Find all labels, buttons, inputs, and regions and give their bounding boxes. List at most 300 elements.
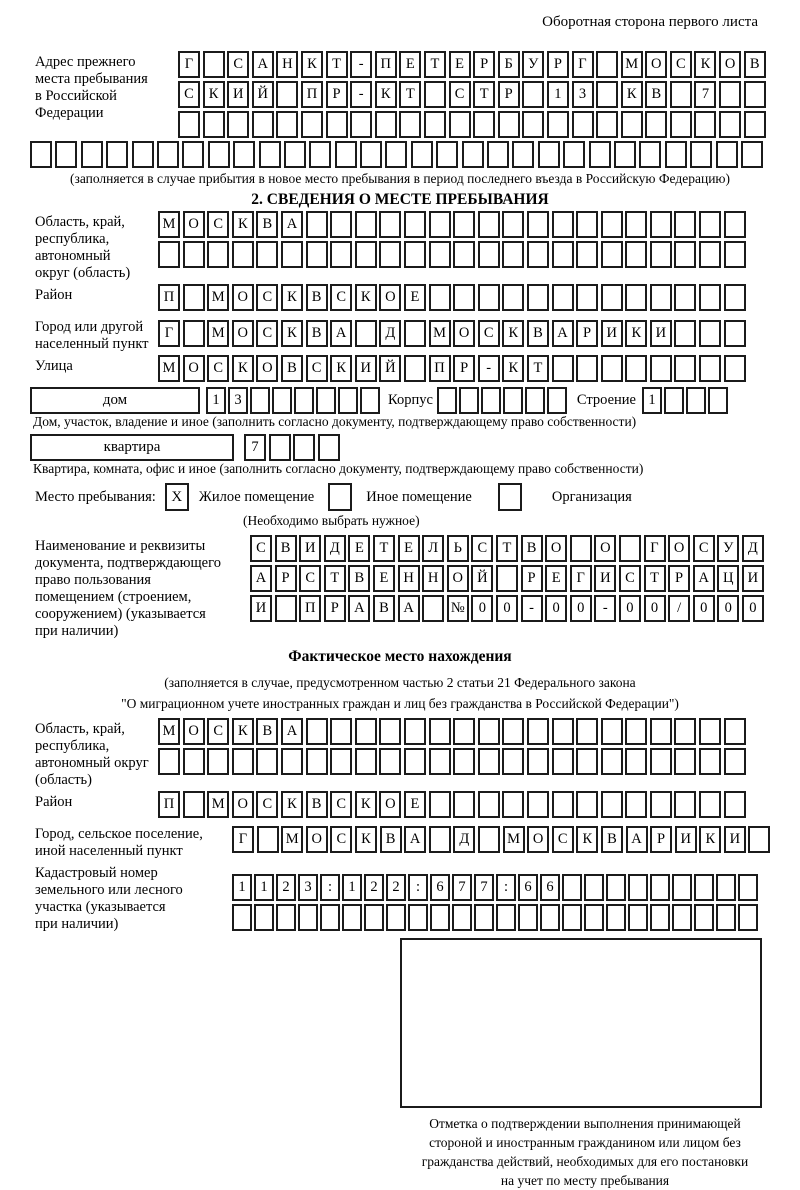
char-box[interactable] [474, 904, 494, 931]
char-box[interactable]: В [275, 535, 297, 562]
char-box[interactable]: А [281, 211, 303, 238]
char-box[interactable] [601, 791, 623, 818]
char-box[interactable]: У [522, 51, 544, 78]
char-box[interactable]: Т [326, 51, 348, 78]
char-box[interactable] [628, 904, 648, 931]
char-box[interactable]: М [207, 320, 229, 347]
char-box[interactable]: А [404, 826, 426, 853]
char-box[interactable] [275, 595, 297, 622]
char-box[interactable] [625, 748, 647, 775]
char-box[interactable]: П [158, 791, 180, 818]
char-box[interactable] [379, 211, 401, 238]
char-box[interactable]: К [301, 51, 323, 78]
char-box[interactable] [473, 111, 495, 138]
char-box[interactable]: Т [644, 565, 666, 592]
char-box[interactable]: Р [453, 355, 475, 382]
char-box[interactable]: С [670, 51, 692, 78]
char-box[interactable] [301, 111, 323, 138]
char-box[interactable] [183, 284, 205, 311]
char-box[interactable]: О [232, 284, 254, 311]
char-box[interactable]: П [429, 355, 451, 382]
char-box[interactable]: О [379, 791, 401, 818]
char-box[interactable] [449, 111, 471, 138]
char-box[interactable]: 2 [276, 874, 296, 901]
char-box[interactable] [650, 241, 672, 268]
char-box[interactable]: А [398, 595, 420, 622]
char-box[interactable]: Е [545, 565, 567, 592]
char-box[interactable]: К [330, 355, 352, 382]
char-box[interactable] [601, 241, 623, 268]
char-box[interactable]: К [694, 51, 716, 78]
char-box[interactable] [716, 874, 736, 901]
char-box[interactable] [639, 141, 661, 168]
char-box[interactable]: 0 [619, 595, 641, 622]
char-box[interactable] [650, 791, 672, 818]
char-box[interactable] [650, 748, 672, 775]
char-box[interactable]: К [502, 320, 524, 347]
char-box[interactable]: Т [324, 565, 346, 592]
char-box[interactable] [645, 111, 667, 138]
char-box[interactable] [606, 874, 626, 901]
char-box[interactable]: Г [232, 826, 254, 853]
char-box[interactable]: Е [404, 791, 426, 818]
char-box[interactable] [625, 284, 647, 311]
char-box[interactable]: Р [275, 565, 297, 592]
char-box[interactable]: В [281, 355, 303, 382]
char-box[interactable] [724, 355, 746, 382]
confirmation-stamp-box[interactable] [400, 938, 762, 1108]
char-box[interactable]: С [256, 320, 278, 347]
char-box[interactable]: 1 [547, 81, 569, 108]
char-box[interactable] [355, 748, 377, 775]
char-box[interactable] [429, 826, 451, 853]
char-box[interactable] [503, 387, 523, 414]
char-box[interactable] [478, 284, 500, 311]
char-box[interactable] [183, 791, 205, 818]
char-box[interactable]: В [256, 211, 278, 238]
char-box[interactable]: Д [379, 320, 401, 347]
char-box[interactable]: И [299, 535, 321, 562]
char-box[interactable]: Т [373, 535, 395, 562]
char-box[interactable]: 7 [452, 874, 472, 901]
char-box[interactable] [522, 111, 544, 138]
char-box[interactable]: И [601, 320, 623, 347]
char-box[interactable] [355, 718, 377, 745]
char-box[interactable] [306, 241, 328, 268]
char-box[interactable] [576, 791, 598, 818]
char-box[interactable] [55, 141, 77, 168]
char-box[interactable] [293, 434, 315, 461]
char-box[interactable] [527, 284, 549, 311]
char-box[interactable] [330, 211, 352, 238]
char-box[interactable] [694, 111, 716, 138]
char-box[interactable] [596, 81, 618, 108]
char-box[interactable] [404, 748, 426, 775]
checkbox-organization[interactable] [498, 483, 522, 511]
char-box[interactable] [284, 141, 306, 168]
char-box[interactable] [429, 211, 451, 238]
char-box[interactable] [183, 241, 205, 268]
char-box[interactable]: С [693, 535, 715, 562]
char-box[interactable] [487, 141, 509, 168]
char-box[interactable] [694, 904, 714, 931]
char-box[interactable]: С [449, 81, 471, 108]
char-box[interactable] [690, 141, 712, 168]
char-box[interactable] [360, 387, 380, 414]
char-box[interactable] [498, 111, 520, 138]
char-box[interactable]: В [306, 320, 328, 347]
char-box[interactable] [478, 791, 500, 818]
char-box[interactable] [158, 748, 180, 775]
char-box[interactable] [355, 211, 377, 238]
char-box[interactable]: Е [404, 284, 426, 311]
char-box[interactable] [694, 874, 714, 901]
char-box[interactable] [674, 355, 696, 382]
char-box[interactable] [596, 111, 618, 138]
char-box[interactable] [552, 748, 574, 775]
char-box[interactable] [399, 111, 421, 138]
char-box[interactable]: Т [496, 535, 518, 562]
char-box[interactable]: Г [178, 51, 200, 78]
char-box[interactable] [552, 791, 574, 818]
char-box[interactable] [576, 211, 598, 238]
char-box[interactable]: М [429, 320, 451, 347]
char-box[interactable] [625, 791, 647, 818]
char-box[interactable]: В [306, 284, 328, 311]
char-box[interactable]: Е [399, 51, 421, 78]
char-box[interactable] [276, 111, 298, 138]
char-box[interactable] [576, 241, 598, 268]
char-box[interactable] [552, 718, 574, 745]
char-box[interactable]: С [207, 355, 229, 382]
char-box[interactable] [404, 718, 426, 745]
char-box[interactable] [478, 718, 500, 745]
char-box[interactable] [584, 904, 604, 931]
char-box[interactable]: С [299, 565, 321, 592]
char-box[interactable] [625, 355, 647, 382]
char-box[interactable]: У [717, 535, 739, 562]
char-box[interactable] [628, 874, 648, 901]
char-box[interactable] [525, 387, 545, 414]
char-box[interactable] [625, 241, 647, 268]
char-box[interactable] [208, 141, 230, 168]
char-box[interactable]: Е [373, 565, 395, 592]
char-box[interactable]: В [601, 826, 623, 853]
char-box[interactable] [183, 748, 205, 775]
char-box[interactable] [178, 111, 200, 138]
char-box[interactable]: 0 [471, 595, 493, 622]
char-box[interactable] [650, 718, 672, 745]
char-box[interactable]: - [478, 355, 500, 382]
char-box[interactable] [625, 718, 647, 745]
char-box[interactable]: : [320, 874, 340, 901]
char-box[interactable]: Д [324, 535, 346, 562]
char-box[interactable]: Н [276, 51, 298, 78]
char-box[interactable]: С [227, 51, 249, 78]
char-box[interactable] [502, 211, 524, 238]
char-box[interactable] [502, 748, 524, 775]
char-box[interactable] [699, 718, 721, 745]
char-box[interactable] [650, 904, 670, 931]
char-box[interactable]: О [668, 535, 690, 562]
char-box[interactable]: К [281, 320, 303, 347]
char-box[interactable] [411, 141, 433, 168]
char-box[interactable] [527, 791, 549, 818]
char-box[interactable] [674, 320, 696, 347]
char-box[interactable]: № [447, 595, 469, 622]
char-box[interactable] [502, 241, 524, 268]
char-box[interactable]: В [306, 791, 328, 818]
char-box[interactable] [437, 387, 457, 414]
char-box[interactable] [481, 387, 501, 414]
char-box[interactable]: М [621, 51, 643, 78]
char-box[interactable]: К [232, 355, 254, 382]
char-box[interactable] [527, 211, 549, 238]
char-box[interactable] [276, 81, 298, 108]
char-box[interactable]: П [375, 51, 397, 78]
char-box[interactable] [699, 355, 721, 382]
char-box[interactable] [360, 141, 382, 168]
char-box[interactable]: С [619, 565, 641, 592]
char-box[interactable]: К [699, 826, 721, 853]
char-box[interactable] [699, 241, 721, 268]
char-box[interactable]: С [478, 320, 500, 347]
char-box[interactable]: Р [576, 320, 598, 347]
char-box[interactable] [716, 904, 736, 931]
char-box[interactable] [429, 241, 451, 268]
char-box[interactable] [601, 211, 623, 238]
char-box[interactable]: В [521, 535, 543, 562]
char-box[interactable] [203, 51, 225, 78]
char-box[interactable] [699, 320, 721, 347]
char-box[interactable]: О [183, 355, 205, 382]
char-box[interactable] [670, 111, 692, 138]
char-box[interactable] [547, 387, 567, 414]
char-box[interactable]: О [645, 51, 667, 78]
char-box[interactable]: Р [547, 51, 569, 78]
char-box[interactable] [650, 284, 672, 311]
checkbox-residential[interactable]: X [165, 483, 189, 511]
char-box[interactable]: С [330, 791, 352, 818]
char-box[interactable]: Г [158, 320, 180, 347]
char-box[interactable]: 3 [298, 874, 318, 901]
char-box[interactable] [30, 141, 52, 168]
char-box[interactable] [453, 284, 475, 311]
char-box[interactable]: Г [572, 51, 594, 78]
char-box[interactable] [106, 141, 128, 168]
char-box[interactable]: К [281, 284, 303, 311]
char-box[interactable] [424, 81, 446, 108]
char-box[interactable] [462, 141, 484, 168]
char-box[interactable] [459, 387, 479, 414]
char-box[interactable] [335, 141, 357, 168]
char-box[interactable] [232, 904, 252, 931]
char-box[interactable]: М [158, 211, 180, 238]
char-box[interactable] [429, 748, 451, 775]
char-box[interactable] [527, 241, 549, 268]
char-box[interactable] [298, 904, 318, 931]
char-box[interactable] [527, 718, 549, 745]
char-box[interactable] [552, 211, 574, 238]
char-box[interactable] [306, 748, 328, 775]
char-box[interactable]: О [594, 535, 616, 562]
char-box[interactable]: И [250, 595, 272, 622]
char-box[interactable] [157, 141, 179, 168]
char-box[interactable]: К [232, 718, 254, 745]
char-box[interactable]: Н [398, 565, 420, 592]
char-box[interactable]: А [348, 595, 370, 622]
char-box[interactable]: Р [326, 81, 348, 108]
char-box[interactable] [182, 141, 204, 168]
char-box[interactable] [478, 748, 500, 775]
char-box[interactable] [512, 141, 534, 168]
char-box[interactable]: А [250, 565, 272, 592]
char-box[interactable] [674, 748, 696, 775]
char-box[interactable]: Т [473, 81, 495, 108]
char-box[interactable] [502, 718, 524, 745]
char-box[interactable] [674, 791, 696, 818]
char-box[interactable] [338, 387, 358, 414]
char-box[interactable] [453, 211, 475, 238]
char-box[interactable] [547, 111, 569, 138]
char-box[interactable] [672, 874, 692, 901]
char-box[interactable]: В [645, 81, 667, 108]
char-box[interactable] [453, 748, 475, 775]
char-box[interactable] [601, 284, 623, 311]
char-box[interactable]: О [447, 565, 469, 592]
char-box[interactable]: С [552, 826, 574, 853]
char-box[interactable] [320, 904, 340, 931]
char-box[interactable]: Р [650, 826, 672, 853]
char-box[interactable] [724, 791, 746, 818]
char-box[interactable] [527, 748, 549, 775]
char-box[interactable]: 6 [430, 874, 450, 901]
char-box[interactable]: И [227, 81, 249, 108]
char-box[interactable]: В [380, 826, 402, 853]
char-box[interactable] [496, 565, 518, 592]
char-box[interactable]: К [281, 791, 303, 818]
char-box[interactable] [436, 141, 458, 168]
char-box[interactable]: Е [398, 535, 420, 562]
char-box[interactable]: Р [521, 565, 543, 592]
char-box[interactable] [404, 211, 426, 238]
char-box[interactable]: С [256, 284, 278, 311]
char-box[interactable]: К [621, 81, 643, 108]
char-box[interactable]: 6 [518, 874, 538, 901]
char-box[interactable]: А [693, 565, 715, 592]
char-box[interactable]: К [625, 320, 647, 347]
char-box[interactable] [576, 355, 598, 382]
char-box[interactable] [429, 791, 451, 818]
char-box[interactable]: : [496, 874, 516, 901]
char-box[interactable] [596, 51, 618, 78]
char-box[interactable] [699, 748, 721, 775]
char-box[interactable]: Й [471, 565, 493, 592]
char-box[interactable] [650, 874, 670, 901]
char-box[interactable] [650, 211, 672, 238]
char-box[interactable] [207, 748, 229, 775]
char-box[interactable]: 3 [228, 387, 248, 414]
char-box[interactable] [379, 718, 401, 745]
char-box[interactable]: С [256, 791, 278, 818]
char-box[interactable]: Ц [717, 565, 739, 592]
char-box[interactable] [724, 718, 746, 745]
char-box[interactable]: 7 [244, 434, 266, 461]
char-box[interactable] [183, 320, 205, 347]
char-box[interactable] [589, 141, 611, 168]
char-box[interactable] [562, 904, 582, 931]
char-box[interactable]: Р [324, 595, 346, 622]
char-box[interactable] [330, 748, 352, 775]
char-box[interactable]: А [252, 51, 274, 78]
char-box[interactable] [738, 874, 758, 901]
char-box[interactable] [309, 141, 331, 168]
char-box[interactable] [269, 434, 291, 461]
char-box[interactable]: К [375, 81, 397, 108]
char-box[interactable] [552, 284, 574, 311]
char-box[interactable] [252, 111, 274, 138]
char-box[interactable] [272, 387, 292, 414]
char-box[interactable] [540, 904, 560, 931]
char-box[interactable] [576, 748, 598, 775]
char-box[interactable] [601, 355, 623, 382]
char-box[interactable]: - [350, 81, 372, 108]
char-box[interactable]: К [232, 211, 254, 238]
char-box[interactable]: И [594, 565, 616, 592]
char-box[interactable] [404, 355, 426, 382]
char-box[interactable] [326, 111, 348, 138]
char-box[interactable]: Н [422, 565, 444, 592]
char-box[interactable] [708, 387, 728, 414]
char-box[interactable]: - [594, 595, 616, 622]
char-box[interactable]: К [355, 826, 377, 853]
char-box[interactable] [576, 718, 598, 745]
char-box[interactable] [254, 904, 274, 931]
char-box[interactable] [518, 904, 538, 931]
char-box[interactable]: М [503, 826, 525, 853]
char-box[interactable]: 1 [232, 874, 252, 901]
char-box[interactable] [502, 284, 524, 311]
char-box[interactable]: С [207, 211, 229, 238]
char-box[interactable]: 3 [572, 81, 594, 108]
char-box[interactable] [724, 748, 746, 775]
char-box[interactable]: В [348, 565, 370, 592]
char-box[interactable] [227, 111, 249, 138]
char-box[interactable] [350, 111, 372, 138]
char-box[interactable] [606, 904, 626, 931]
char-box[interactable]: 0 [496, 595, 518, 622]
char-box[interactable]: - [350, 51, 372, 78]
char-box[interactable]: И [724, 826, 746, 853]
char-box[interactable] [478, 241, 500, 268]
char-box[interactable]: К [502, 355, 524, 382]
char-box[interactable]: Т [527, 355, 549, 382]
char-box[interactable] [233, 141, 255, 168]
char-box[interactable] [478, 211, 500, 238]
char-box[interactable] [699, 211, 721, 238]
char-box[interactable]: Р [668, 565, 690, 592]
char-box[interactable] [576, 284, 598, 311]
char-box[interactable] [664, 387, 684, 414]
char-box[interactable] [132, 141, 154, 168]
char-box[interactable] [276, 904, 296, 931]
char-box[interactable]: 1 [206, 387, 226, 414]
char-box[interactable]: С [178, 81, 200, 108]
char-box[interactable] [522, 81, 544, 108]
char-box[interactable] [281, 748, 303, 775]
char-box[interactable] [716, 141, 738, 168]
char-box[interactable] [256, 241, 278, 268]
